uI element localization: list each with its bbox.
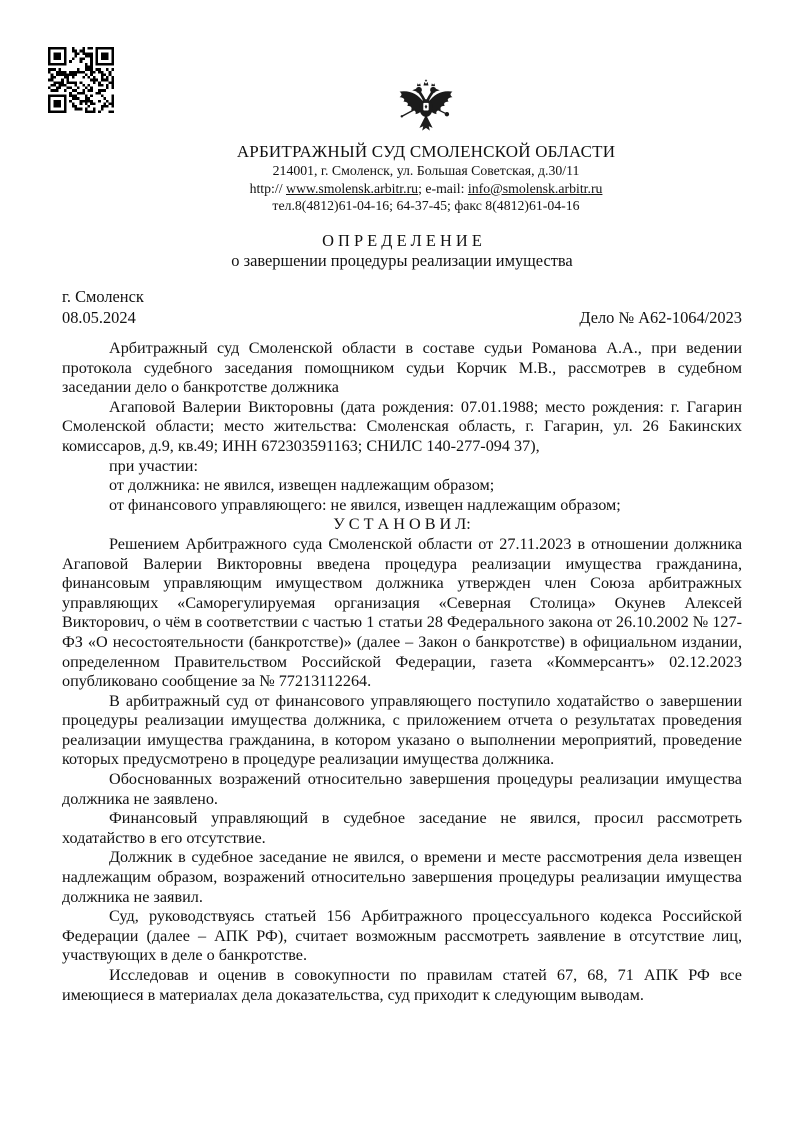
court-name: АРБИТРАЖНЫЙ СУД СМОЛЕНСКОЙ ОБЛАСТИ (236, 142, 616, 161)
manager-appearance-line: от финансового управляющего: не явился, извещен надлежащим образом; (109, 495, 621, 514)
document-header (110, 76, 742, 215)
document-title-block (62, 231, 742, 270)
coat-of-arms-icon (393, 76, 459, 138)
findings-paragraph: Финансовый управляющий в судебное заседание не явился, просил рассмотреть ходатайство в его отсутствие. (62, 809, 742, 847)
case-meta (62, 287, 742, 329)
court-address: 214001, г. Смоленск, ул. Большая Советская, д.30/11 (272, 163, 580, 178)
court-email-link[interactable]: info@smolensk.arbitr.ru (467, 180, 603, 196)
findings-paragraph: Обоснованных возражений относительно завершения процедуры реализации имущества должника не заявлено. (62, 770, 742, 808)
findings-paragraph: В арбитражный суд от финансового управляющего поступило ходатайство о завершении процедуры реализации имущества должника, с приложением отчета о результатах проведения реализации имущества гражданина, в котором указано о выполнении мероприятий, проведение которых предусмотрено в процедуре реализации имущества должника. (62, 691, 742, 769)
debtor-details-paragraph: Агаповой Валерии Викторовны (дата рождения: 07.01.1988; место рождения: г. Гагарин Смоленской области; место жительства: Смоленская область, г. Гагарин, ул. 26 Бакинских комиссаров, д.9, кв.49; ИНН 672303591163; СНИЛС 140-277-094 37), (62, 397, 742, 455)
case-number: Дело № А62-1064/2023 (579, 307, 742, 327)
email-separator: ; e-mail: (418, 180, 468, 196)
findings-paragraph: Исследовав и оценив в совокупности по правилам статей 67, 68, 71 АПК РФ все имеющиеся в материалах дела доказательства, суд приходит к следующим выводам. (62, 966, 742, 1004)
debtor-appearance-line: от должника: не явился, извещен надлежащим образом; (109, 476, 495, 495)
qr-code (47, 47, 115, 113)
document-subtitle: о завершении процедуры реализации имущества (231, 250, 573, 270)
city: г. Смоленск (62, 287, 144, 306)
participants-label: при участии: (109, 456, 198, 475)
document-title: О П Р Е Д Е Л Е Н И Е (322, 231, 482, 250)
court-website-link[interactable]: www.smolensk.arbitr.ru (285, 180, 419, 196)
court-contacts (110, 180, 742, 198)
document-date: 08.05.2024 (62, 307, 136, 327)
resolution-heading: У С Т А Н О В И Л: (333, 515, 471, 534)
findings-paragraph: Должник в судебное заседание не явился, о времени и месте рассмотрения дела извещен надлежащим образом, возражений относительно завершения процедуры реализации имущества должника не заявил. (62, 848, 742, 906)
court-phone: тел.8(4812)61-04-16; 64-37-45; факс 8(4812)61-04-16 (272, 198, 580, 214)
findings-paragraph: Суд, руководствуясь статьей 156 Арбитражного процессуального кодекса Российской Федерации (далее – АПК РФ), считает возможным рассмотреть заявление в отсутствие лиц, участвующих в деле о банкротстве. (62, 907, 742, 965)
document-body (62, 339, 742, 1005)
intro-paragraph: Арбитражный суд Смоленской области в составе судьи Романова А.А., при ведении протокола судебного заседания помощником судьи Корчик М.В., рассмотрев в судебном заседании дело о банкротстве должника (62, 339, 742, 397)
findings-paragraph: Решением Арбитражного суда Смоленской области от 27.11.2023 в отношении должника Агаповой Валерии Викторовны введена процедура реализации имущества гражданина, финансовым управляющим имуществом должника утвержден член Союза арбитражных управляющих «Саморегулируемая организация «Северная Столица» Окунев Алексей Викторович, о чём в соответствии с частью 1 статьи 28 Федерального закона от 26.10.2002 № 127-ФЗ «О несостоятельности (банкротстве)» (далее – Закон о банкротстве) в официальном издании, определенном Правительством Российской Федерации, газета «Коммерсантъ» 02.12.2023 опубликовано сообщение за № 77213112264. (62, 534, 742, 691)
website-prefix: http:// (249, 180, 286, 196)
